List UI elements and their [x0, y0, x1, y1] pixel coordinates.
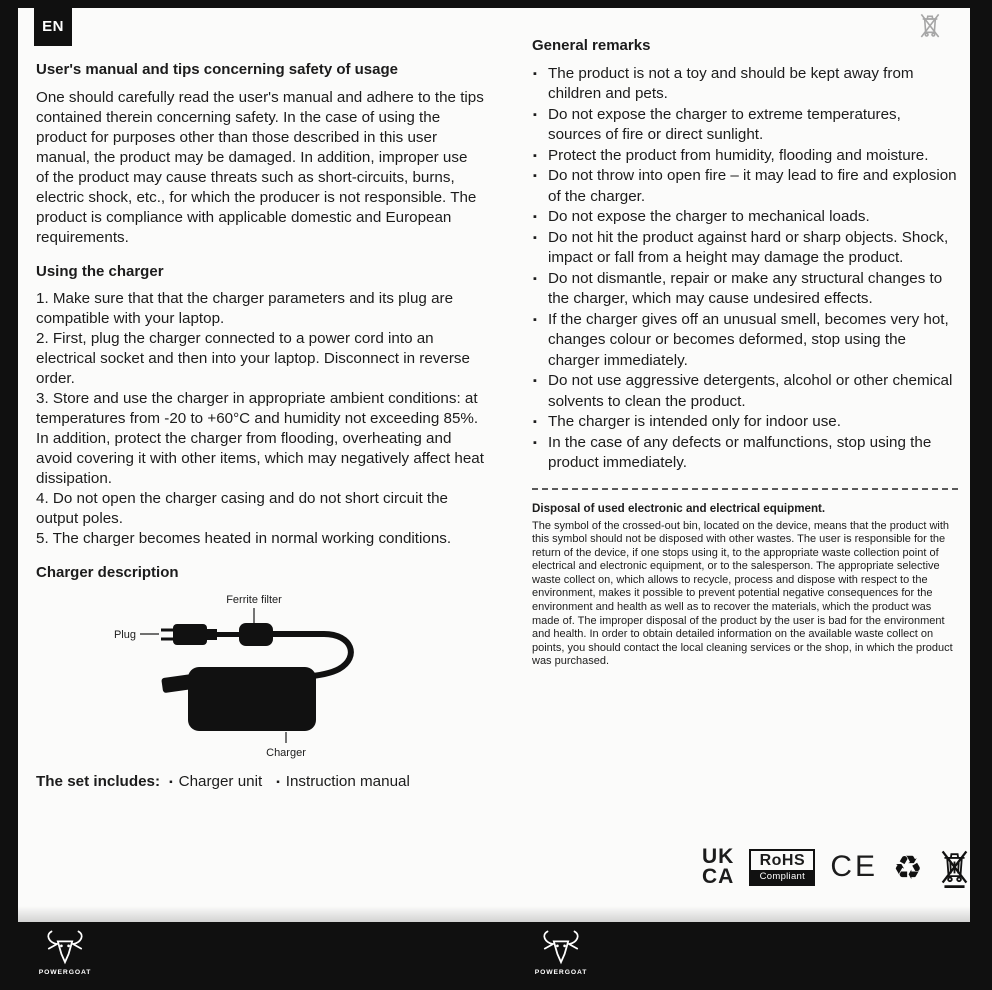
remark-item: ▪ Do not expose the charger to mechanical loads.	[532, 207, 958, 228]
set-includes-line	[36, 773, 484, 790]
powergoat-logo	[534, 928, 588, 980]
set-includes-label: The set includes:	[36, 772, 161, 790]
remark-item: ▪ If the charger gives off an unusual smell, becomes very hot, changes colour or becomes deformed, stop using the charger immediately.	[532, 310, 958, 372]
weee-bin-icon	[938, 846, 971, 888]
recycle-icon: ♻	[893, 848, 923, 886]
step-item: 4. Do not open the charger casing and do not short circuit the output poles.	[36, 490, 449, 527]
using-charger-steps	[36, 289, 484, 549]
step-item: 2. First, plug the charger connected to a power cord into an electrical socket and then into your laptop. Disconnect in reverse order.	[36, 330, 470, 387]
remark-item: ▪ Do not dismantle, repair or make any structural changes to the charger, which may cause undesired effects.	[532, 269, 958, 310]
powergoat-logo	[38, 928, 92, 980]
ce-mark: CE	[830, 850, 879, 883]
plug-icon	[161, 624, 217, 645]
rohs-mark: RoHS Compliant	[749, 849, 815, 886]
remark-item: ▪ Do not use aggressive detergents, alcohol or other chemical solvents to clean the product.	[532, 371, 958, 412]
dashed-divider	[532, 488, 958, 490]
right-column	[532, 36, 958, 669]
remark-item: ▪ The product is not a toy and should be kept away from children and pets.	[532, 64, 958, 105]
left-column	[36, 60, 484, 790]
charger-diagram	[36, 591, 484, 763]
set-includes-item: ▪ Charger unit	[169, 773, 262, 790]
general-remarks-heading: General remarks	[532, 37, 651, 54]
page-frame-top	[0, 0, 992, 8]
safety-heading: User's manual and tips concerning safety of usage	[36, 61, 398, 78]
charger-label: Charger	[266, 746, 306, 759]
scan-shadow	[18, 906, 970, 922]
svg-text:POWERGOAT: POWERGOAT	[38, 968, 92, 976]
page-frame-right	[970, 0, 992, 990]
ferrite-filter-icon	[239, 623, 273, 646]
charger-description-heading: Charger description	[36, 564, 179, 581]
disposal-paragraph: The symbol of the crossed-out bin, located on the device, means that the product with this symbol should not be disposed with other wastes. The user is responsible for the return of the device, if one stops using it, to the appropriate waste collection point of electrical and electronic equipment, or to the salesperson. The appropriate selective waste collect on, which allows to recycle, process and dispose with respect to the environment, makes it possible to prevent potential negative consequences for the environment and health as well as to recover the materials, which the product was made of. The improper disposal of the product by the user is bad for the environment and health. In order to obtain detailed information on the available waste collect on points, you should contact the local cleaning services or the shop, in which the product was purchased.	[532, 519, 953, 668]
safety-paragraph: One should carefully read the user's manual and adhere to the tips contained therein concerning safety. In the case of using the product for purposes other than those described in this user manual, the product may be damaged. In addition, improper use of the product may cause threats such as short-circuits, burns, electric shock, etc., for which the producer is not responsible. The product is compliance with applicable domestic and European requirements.	[36, 88, 484, 246]
set-includes-items	[169, 773, 424, 790]
step-item: 3. Store and use the charger in appropriate ambient conditions: at temperatures from -20 to +60°C and humidity not exceeding 85%. In addition, protect the charger from flooding, overheating and avoid covering it with other items, which may negatively affect heat dissipation.	[36, 390, 484, 487]
step-item: 5. The charger becomes heated in normal working conditions.	[36, 530, 452, 547]
general-remarks-list	[532, 64, 958, 474]
step-item: 1. Make sure that that the charger parameters and its plug are compatible with your laptop.	[36, 290, 454, 327]
certification-marks	[702, 846, 971, 888]
charger-body-icon	[188, 667, 316, 731]
using-charger-heading: Using the charger	[36, 262, 164, 280]
set-includes-item: ▪ Instruction manual	[276, 773, 410, 790]
remark-item: ▪ Do not hit the product against hard or sharp objects. Shock, impact or fall from a height may damage the product.	[532, 228, 958, 269]
remark-item: ▪ In the case of any defects or malfunctions, stop using the product immediately.	[532, 433, 958, 474]
footer-bar	[0, 922, 992, 990]
remark-item: ▪ The charger is intended only for indoor use.	[532, 412, 958, 433]
language-badge: EN	[34, 6, 72, 46]
disposal-heading: Disposal of used electronic and electrical equipment.	[532, 501, 826, 515]
ukca-mark: UK CA	[702, 845, 735, 888]
page-frame-left	[0, 0, 18, 990]
ferrite-filter-label: Ferrite filter	[226, 593, 282, 606]
plug-label: Plug	[113, 628, 136, 641]
remark-item: ▪ Do not throw into open fire – it may lead to fire and explosion of the charger.	[532, 166, 958, 207]
remark-item: ▪ Protect the product from humidity, flooding and moisture.	[532, 146, 958, 167]
remark-item: ▪ Do not expose the charger to extreme temperatures, sources of fire or direct sunlight.	[532, 105, 958, 146]
svg-text:POWERGOAT: POWERGOAT	[534, 968, 588, 976]
